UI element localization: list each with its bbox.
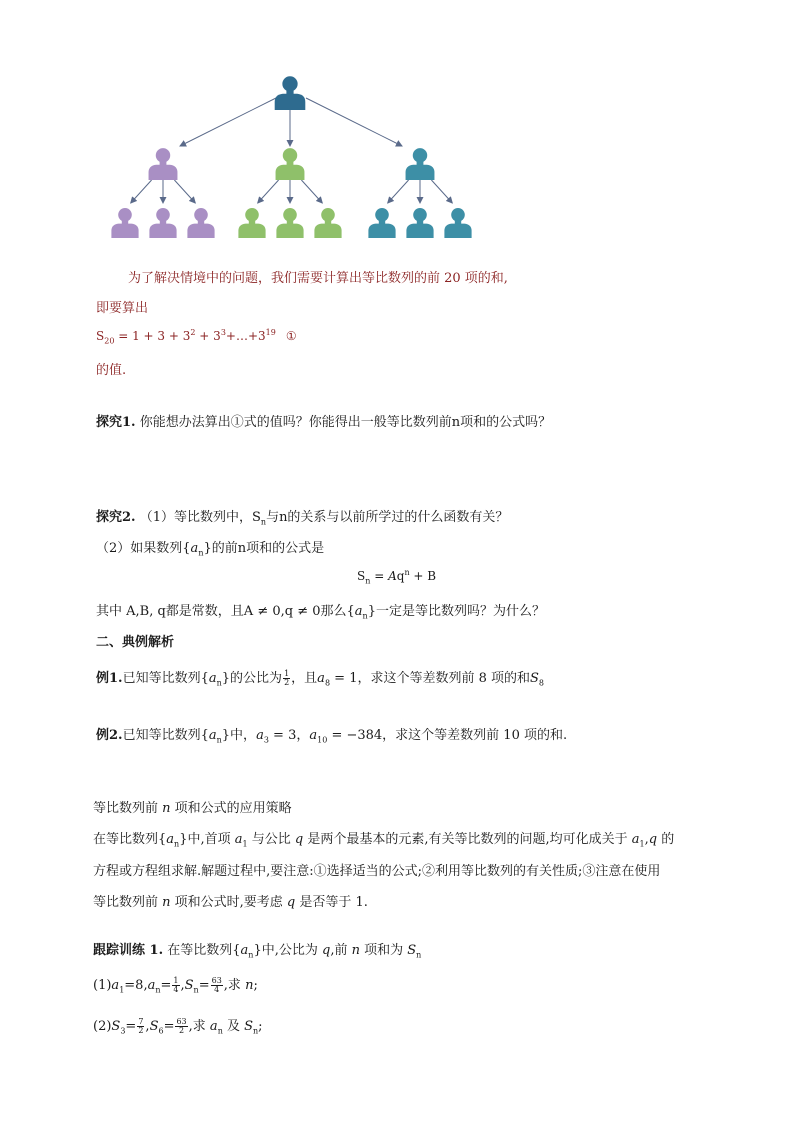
a8-var: a [317, 671, 325, 686]
ratio-fraction [283, 670, 290, 687]
person-level3-3-1-icon [368, 208, 395, 238]
arrow-root-to-mid-1 [180, 98, 276, 146]
i2-sn-sub: n [253, 1026, 259, 1036]
example-2-var: a [208, 728, 217, 743]
a3-sub: 3 [263, 735, 269, 745]
fraction-denominator: 2 [138, 1026, 144, 1035]
example-1-sub: n [216, 678, 222, 688]
explore-2-label: 探究2. [96, 510, 136, 525]
i1-g: ; [253, 978, 258, 993]
i2-s3: S [111, 1019, 121, 1034]
intro-line-1: 为了解决情境中的问题，我们需要计算出等比数列的前 20 项的和, [128, 271, 508, 286]
q2-sub: n [198, 548, 204, 558]
formula-s: S [357, 569, 366, 583]
person-level3-1-3-icon [187, 208, 214, 238]
cond-text-a: 其中 A,B, q都是常数，且A ≠ 0,q ≠ 0那么{ [96, 604, 355, 619]
exp-19: 19 [265, 328, 276, 337]
example-1-var: a [208, 671, 217, 686]
i1-a1-sub: 1 [119, 985, 125, 995]
explore-2-sub: n [260, 517, 267, 527]
i1-an: a [147, 978, 156, 993]
i2-b: = [125, 1019, 137, 1034]
intro-line-3: 的值. [96, 363, 127, 378]
practice-q: q [321, 943, 331, 958]
explore-2-text-b: 与n的关系与以前所学过的什么函数有关？ [266, 510, 509, 525]
s-p1-a1-sub: 1 [242, 839, 248, 849]
a3-var: a [256, 728, 264, 743]
i2-s6-sub: 6 [158, 1026, 164, 1036]
s-p1-b: }中,首项 [179, 832, 235, 847]
formula-a: A [388, 569, 397, 583]
arrow-mid-1-to-leaf-1 [131, 180, 152, 203]
fraction-denominator: 2 [179, 1026, 185, 1035]
fraction-numerator: 63 [176, 1017, 187, 1026]
s-p1-d: 是两个最基本的元素,有关等比数列的问题,均可化成关于 [303, 832, 632, 847]
practice-label: 跟踪训练 1. [93, 943, 164, 958]
practice-var: a [240, 943, 249, 958]
strategy-title [93, 797, 292, 816]
example-1-text-d: = 1，求这个等差数列前 8 项的和 [330, 671, 530, 686]
s-p3-q: q [286, 895, 296, 910]
s-p1-var: a [166, 832, 175, 847]
formula-q: q [396, 569, 405, 583]
example-1-text-a: 已知等比数列{ [122, 671, 209, 686]
s-p1-e: , [644, 832, 649, 847]
explore-2-formula [357, 568, 436, 585]
person-level2-1-icon [149, 148, 178, 180]
fraction-denominator: 4 [173, 985, 179, 994]
strategy-line-2: 方程或方程组求解.解题过程中,要注意:①选择适当的公式;②利用等比数列的有关性质;③注意在使用 [93, 864, 661, 879]
strategy-title-a: 等比数列前 [93, 801, 163, 816]
example-2-text-b: }中， [221, 728, 257, 743]
arrow-mid-3-to-leaf-1 [388, 180, 409, 203]
formula-s: S [96, 329, 105, 343]
practice-text-c: ,前 [330, 943, 352, 958]
s-p3-b: 项和公式时,要考虑 [170, 895, 287, 910]
s-p1-f: 的 [657, 832, 675, 847]
i2-c: , [145, 1019, 150, 1034]
example-2-text-c: = 3， [268, 728, 310, 743]
i2-an: a [209, 1019, 218, 1034]
person-level3-2-1-icon [238, 208, 265, 238]
s-p1-c: 与公比 [247, 832, 295, 847]
example-1-text-c: ，且 [291, 671, 318, 686]
i2-an-sub: n [217, 1026, 223, 1036]
explore-1-label: 探究1. [96, 415, 136, 430]
fraction-denominator: 4 [214, 985, 220, 994]
formula-circle-label: ① [285, 329, 297, 343]
i2-fraction-2 [175, 1018, 187, 1035]
explore-1-text: 你能想办法算出①式的值吗？你能得出一般等比数列前n项和的公式吗？ [139, 415, 552, 430]
explore-2-q2 [96, 537, 324, 558]
i1-n: n [245, 978, 254, 993]
i2-s6: S [149, 1019, 159, 1034]
sum-formula [96, 328, 297, 345]
practice-n: n [351, 943, 360, 958]
cond-var: a [354, 604, 363, 619]
person-level3-2-3-icon [314, 208, 341, 238]
practice-text-b: }中,公比为 [253, 943, 322, 958]
example-1 [96, 667, 544, 688]
s-p3-c: 是否等于 1. [295, 895, 368, 910]
fraction-numerator: 63 [211, 976, 222, 985]
i1-fraction-2 [211, 977, 223, 994]
cond-sub: n [362, 611, 368, 621]
fraction-denominator: 2 [284, 678, 290, 687]
example-1-label: 例1. [96, 671, 123, 686]
practice-sub: n [248, 950, 254, 960]
a10-var: a [309, 728, 318, 743]
i1-sn-sub: n [193, 985, 199, 995]
practice-text-d: 项和为 [359, 943, 408, 958]
example-1-text-b: }的公比为 [221, 671, 283, 686]
strategy-title-b: 项和公式的应用策略 [170, 801, 292, 816]
i2-g: ; [258, 1019, 263, 1034]
formula-part-c: +…+3 [225, 329, 266, 343]
arrow-mid-3-to-leaf-3 [431, 180, 452, 203]
explore-2-text-a: （1）等比数列中，S [139, 510, 261, 525]
i1-an-sub: n [155, 985, 161, 995]
explore-2-condition [96, 600, 545, 621]
fraction-numerator: 1 [284, 669, 290, 678]
family-tree-diagram [100, 68, 480, 248]
i1-f: ,求 [223, 978, 246, 993]
explore-1 [96, 411, 551, 430]
s-p3-n: n [162, 895, 171, 910]
arrow-mid-2-to-leaf-3 [301, 180, 322, 203]
s8-var: S [530, 671, 539, 686]
practice-item-2 [93, 1015, 263, 1036]
formula-part-b: + 3 [195, 329, 221, 343]
a10-sub: 10 [317, 735, 328, 745]
i1-a1: a [111, 978, 120, 993]
i2-a: (2) [93, 1019, 112, 1034]
cond-text-b: }一定是等比数列吗？为什么？ [367, 604, 545, 619]
q2-text-a: （2）如果数列{ [96, 541, 191, 556]
i1-a: (1) [93, 978, 112, 993]
q2-var: a [190, 541, 199, 556]
practice-text-a: 在等比数列{ [163, 943, 241, 958]
person-level3-1-1-icon [111, 208, 138, 238]
person-level3-1-2-icon [149, 208, 176, 238]
i1-c: = [160, 978, 172, 993]
i2-fraction-1 [137, 1018, 144, 1035]
i1-e: = [198, 978, 210, 993]
s8-sub: 8 [538, 678, 544, 688]
arrow-mid-1-to-leaf-3 [174, 180, 195, 203]
strategy-title-n: n [162, 801, 171, 816]
intro-line-2: 即要算出 [96, 301, 149, 316]
explore-2 [96, 506, 508, 527]
formula-eq: = [370, 569, 389, 583]
practice-s: S [407, 943, 417, 958]
i2-s3-sub: 3 [120, 1026, 126, 1036]
s-p3-a: 等比数列前 [93, 895, 163, 910]
s-p1-a1: a [234, 832, 243, 847]
i1-sn: S [184, 978, 194, 993]
s-p1-a1b: a [631, 832, 640, 847]
i2-f: 及 [222, 1019, 245, 1034]
practice-item-1 [93, 974, 258, 995]
formula-tail: + B [409, 569, 437, 583]
fraction-numerator: 1 [173, 976, 179, 985]
i1-b: =8, [124, 978, 148, 993]
formula-exp: n [404, 568, 410, 577]
example-2 [96, 724, 567, 745]
i2-sn: S [244, 1019, 254, 1034]
a8-sub: 8 [324, 678, 331, 688]
arrow-mid-2-to-leaf-1 [258, 180, 279, 203]
section-2-title: 二、典例解析 [96, 635, 175, 650]
formula-sub: 20 [104, 336, 115, 346]
s-p1-q: q [294, 832, 304, 847]
example-2-text-d: = −384，求这个等差数列前 10 项的和. [327, 728, 568, 743]
strategy-line-3 [93, 891, 368, 910]
example-2-label: 例2. [96, 728, 123, 743]
i2-d: = [163, 1019, 175, 1034]
q2-text-b: }的前n项和的公式是 [203, 541, 325, 556]
exp-3: 3 [220, 328, 226, 337]
person-level3-3-3-icon [444, 208, 471, 238]
person-root-icon [275, 76, 306, 110]
person-level2-2-icon [276, 148, 305, 180]
i1-d: , [180, 978, 185, 993]
s-p1-sub: n [174, 839, 180, 849]
fraction-numerator: 7 [138, 1017, 144, 1026]
s-p1-a: 在等比数列{ [93, 832, 167, 847]
person-level3-3-2-icon [406, 208, 433, 238]
exp-2: 2 [190, 328, 196, 337]
strategy-line-1 [93, 828, 674, 849]
person-level3-2-2-icon [276, 208, 303, 238]
formula-part-a: = 1 + 3 + 3 [114, 329, 191, 343]
s-p1-qb: q [648, 832, 658, 847]
practice-title [93, 939, 421, 960]
formula-sub: n [365, 576, 371, 586]
arrow-root-to-mid-3 [306, 98, 402, 146]
i1-fraction-1 [172, 977, 179, 994]
i2-e: ,求 [188, 1019, 210, 1034]
person-level2-3-icon [406, 148, 435, 180]
example-2-text-a: 已知等比数列{ [122, 728, 209, 743]
s-p1-a1b-sub: 1 [639, 839, 645, 849]
example-2-sub: n [216, 735, 222, 745]
practice-s-sub: n [416, 950, 422, 960]
